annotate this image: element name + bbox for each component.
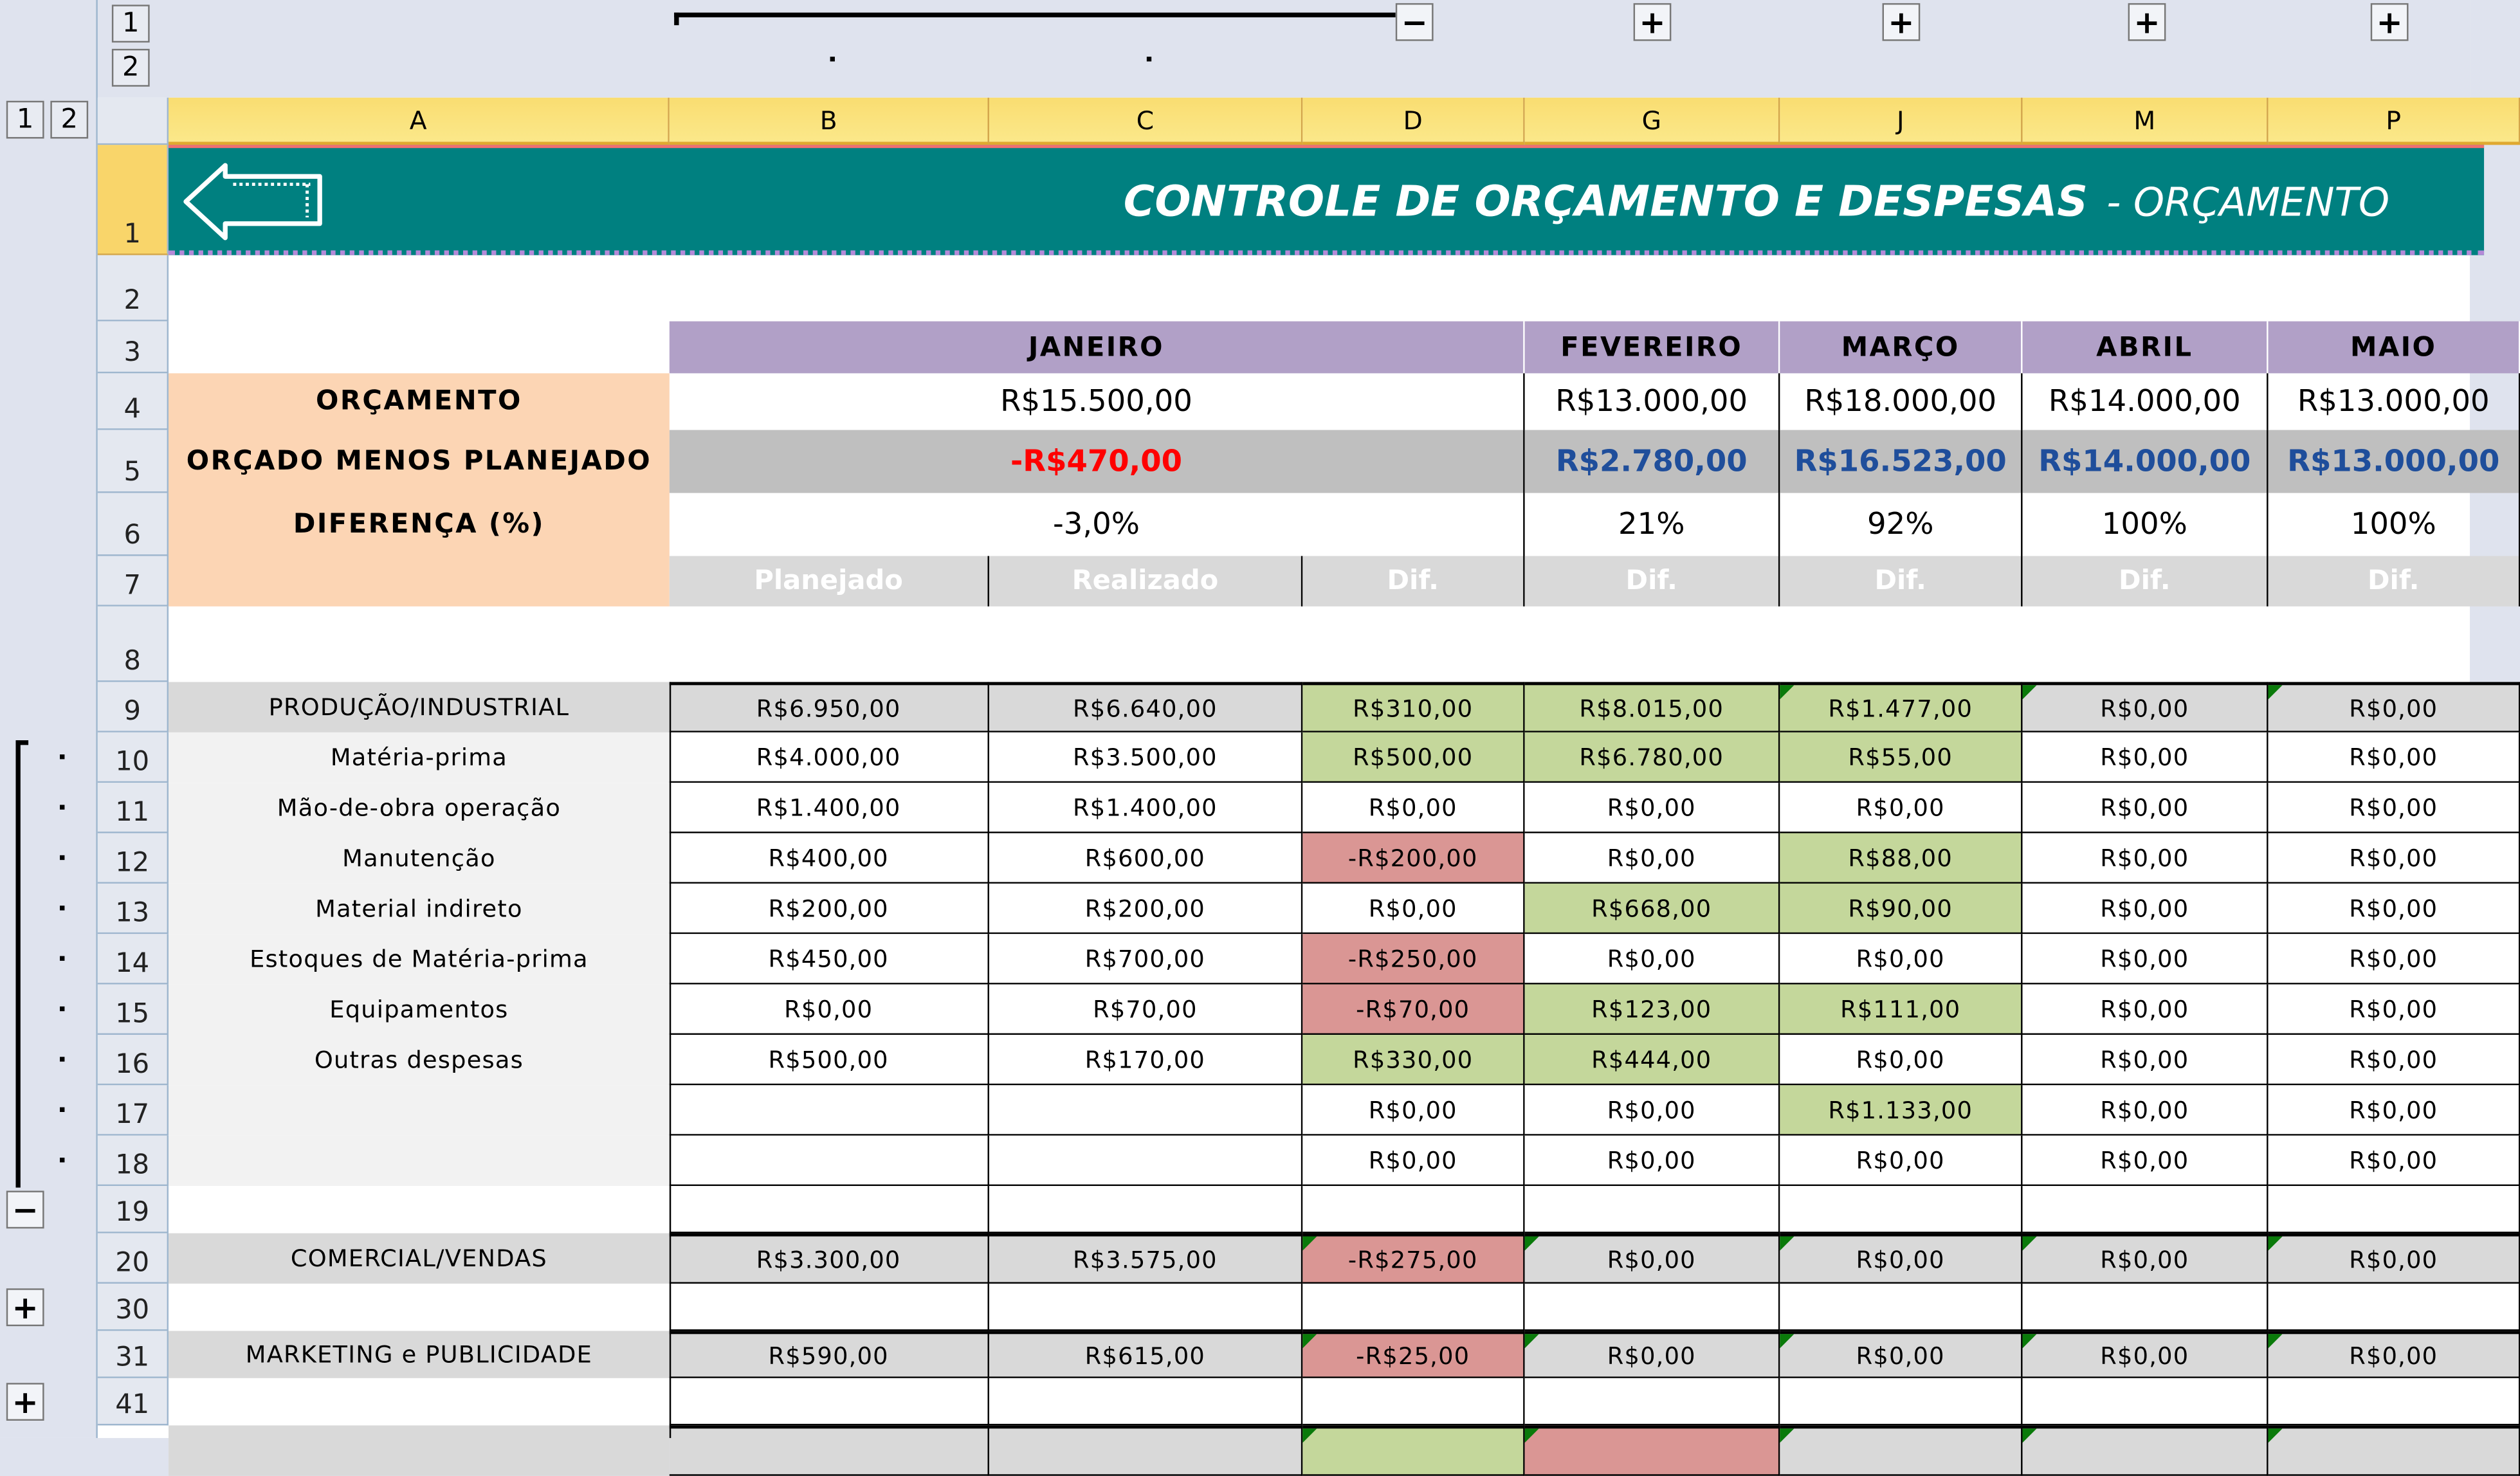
month-header: MAIO	[2269, 322, 2520, 374]
column-group-bracket	[674, 13, 1396, 26]
column-subheader: Dif.	[1302, 556, 1524, 606]
row-header-5[interactable]: 5	[98, 430, 169, 493]
month-header: MARÇO	[1780, 322, 2022, 374]
error-indicator-icon	[2269, 685, 2283, 699]
table-cell[interactable]	[2023, 1284, 2269, 1331]
table-cell[interactable]: R$1.133,00	[1780, 1085, 2022, 1135]
table-cell[interactable]	[670, 1085, 989, 1135]
table-cell[interactable]: R$3.500,00	[989, 733, 1302, 783]
left-arrow-icon	[181, 161, 323, 242]
row-label: Estoques de Matéria-prima	[169, 934, 670, 984]
table-cell[interactable]: R$0,00	[2269, 1035, 2520, 1085]
row-label	[169, 1425, 670, 1475]
table-cell[interactable]: R$6.780,00	[1525, 733, 1780, 783]
row-header-30[interactable]: 30	[98, 1284, 169, 1331]
row-header-13[interactable]: 13	[98, 884, 169, 934]
title-banner	[169, 145, 2484, 255]
table-cell[interactable]	[989, 1425, 1302, 1475]
table-cell[interactable]: R$170,00	[989, 1035, 1302, 1085]
outline-dot	[60, 754, 64, 759]
outline-row-level-2[interactable]: 2	[50, 101, 88, 139]
row-group-bracket	[15, 740, 28, 1188]
budget-value: R$14.000,00	[2023, 373, 2269, 430]
outline-dot	[60, 906, 64, 910]
table-cell[interactable]: R$400,00	[670, 834, 989, 884]
error-indicator-icon	[1302, 1428, 1317, 1443]
budget-minus-planned-value: R$16.523,00	[1780, 430, 2022, 493]
table-cell[interactable]: R$444,00	[1525, 1035, 1780, 1085]
table-cell[interactable]: -R$250,00	[1302, 934, 1524, 984]
table-cell[interactable]: R$0,00	[2269, 783, 2520, 833]
table-cell[interactable]: R$668,00	[1525, 884, 1780, 934]
error-indicator-icon	[2269, 1236, 2283, 1250]
table-cell[interactable]: R$200,00	[989, 884, 1302, 934]
table-cell[interactable]	[1780, 1378, 2022, 1425]
table-cell[interactable]: R$200,00	[670, 884, 989, 934]
table-cell[interactable]: R$3.575,00	[989, 1234, 1302, 1284]
table-cell[interactable]	[1780, 1425, 2022, 1475]
month-header: JANEIRO	[670, 322, 1525, 374]
table-cell[interactable]: R$600,00	[989, 834, 1302, 884]
row-label: Equipamentos	[169, 985, 670, 1035]
table-cell[interactable]: R$70,00	[989, 985, 1302, 1035]
error-indicator-icon	[2269, 1334, 2283, 1348]
collapse-rows-button[interactable]: −	[6, 1190, 44, 1228]
table-cell[interactable]: R$0,00	[1302, 1085, 1524, 1135]
table-cell[interactable]: R$0,00	[2023, 783, 2269, 833]
back-arrow-button[interactable]	[181, 161, 323, 242]
table-cell[interactable]	[2023, 1186, 2269, 1233]
row-header-4[interactable]: 4	[98, 373, 169, 430]
table-cell[interactable]: R$310,00	[1302, 682, 1524, 732]
table-cell[interactable]: R$0,00	[2023, 733, 2269, 783]
table-cell[interactable]: R$0,00	[2023, 1234, 2269, 1284]
row-header-8[interactable]: 8	[98, 606, 169, 682]
difference-pct-value: -3,0%	[670, 493, 1525, 556]
table-cell[interactable]: R$500,00	[1302, 733, 1524, 783]
table-cell[interactable]: R$500,00	[670, 1035, 989, 1085]
table-cell[interactable]: R$0,00	[1525, 1085, 1780, 1135]
error-indicator-icon	[1525, 1428, 1539, 1443]
table-cell[interactable]	[1525, 1378, 1780, 1425]
table-cell[interactable]	[1525, 1425, 1780, 1475]
table-cell[interactable]: -R$200,00	[1302, 834, 1524, 884]
column-subheader: Realizado	[989, 556, 1302, 606]
table-cell[interactable]	[2023, 1378, 2269, 1425]
expand-columns-button[interactable]: +	[1883, 3, 1921, 41]
error-indicator-icon	[1302, 1236, 1317, 1250]
table-cell[interactable]: R$700,00	[989, 934, 1302, 984]
table-cell[interactable]: R$330,00	[1302, 1035, 1524, 1085]
table-cell[interactable]: R$0,00	[2023, 1136, 2269, 1186]
table-cell[interactable]: R$0,00	[2023, 985, 2269, 1035]
error-indicator-icon	[1525, 1236, 1539, 1250]
table-cell[interactable]: R$0,00	[2269, 985, 2520, 1035]
table-cell[interactable]: R$0,00	[1780, 1136, 2022, 1186]
row-label: Matéria-prima	[169, 733, 670, 783]
expand-rows-button[interactable]: +	[6, 1288, 44, 1326]
table-cell[interactable]: R$0,00	[1780, 1331, 2022, 1378]
expand-columns-button[interactable]: +	[2128, 3, 2166, 41]
error-indicator-icon	[1780, 1334, 1794, 1348]
table-cell[interactable]: -R$275,00	[1302, 1234, 1524, 1284]
table-cell[interactable]: R$590,00	[670, 1331, 989, 1378]
table-cell[interactable]	[989, 1284, 1302, 1331]
row-header-7[interactable]: 7	[98, 556, 169, 606]
table-left-border	[670, 682, 671, 1438]
table-cell[interactable]: R$0,00	[2023, 934, 2269, 984]
column-subheader: Dif.	[1780, 556, 2022, 606]
column-header-D[interactable]: D	[1302, 98, 1524, 145]
table-cell[interactable]: R$111,00	[1780, 985, 2022, 1035]
column-header-G[interactable]: G	[1525, 98, 1780, 145]
difference-pct-value: 100%	[2269, 493, 2520, 556]
error-indicator-icon	[1302, 1334, 1317, 1348]
table-cell[interactable]: R$0,00	[2023, 1085, 2269, 1135]
outline-dot	[830, 57, 835, 61]
table-cell[interactable]	[2269, 1186, 2520, 1233]
table-cell[interactable]	[989, 1136, 1302, 1186]
collapse-columns-button[interactable]: −	[1396, 3, 1434, 41]
error-indicator-icon	[1780, 1236, 1794, 1250]
table-cell[interactable]: R$0,00	[1302, 783, 1524, 833]
summary-label: ORÇAMENTO	[316, 386, 522, 417]
table-cell[interactable]	[1302, 1284, 1524, 1331]
row-header-16[interactable]: 16	[98, 1035, 169, 1085]
table-cell[interactable]: R$88,00	[1780, 834, 2022, 884]
table-cell[interactable]: R$1.400,00	[670, 783, 989, 833]
error-indicator-icon	[1780, 685, 1794, 699]
row-label	[169, 1186, 670, 1233]
banner-title-wrap	[1050, 170, 2389, 233]
table-cell[interactable]: R$0,00	[2269, 1234, 2520, 1284]
table-cell[interactable]: R$0,00	[2269, 834, 2520, 884]
table-cell[interactable]: R$4.000,00	[670, 733, 989, 783]
table-cell[interactable]	[1302, 1378, 1524, 1425]
table-cell[interactable]: R$90,00	[1780, 884, 2022, 934]
table-cell[interactable]	[2269, 1378, 2520, 1425]
banner-subtitle: - ORÇAMENTO	[2106, 178, 2390, 224]
table-cell[interactable]: R$55,00	[1780, 733, 2022, 783]
table-cell[interactable]	[1302, 1186, 1524, 1233]
summary-label: DIFERENÇA (%)	[293, 509, 545, 541]
row-label: COMERCIAL/VENDAS	[169, 1234, 670, 1284]
select-all-corner[interactable]	[98, 98, 169, 145]
budget-minus-planned-value: R$13.000,00	[2269, 430, 2520, 493]
column-header-P[interactable]: P	[2269, 98, 2520, 145]
column-header-M[interactable]: M	[2023, 98, 2269, 145]
row-label: Manutenção	[169, 834, 670, 884]
row-header-9[interactable]: 9	[98, 682, 169, 732]
table-cell[interactable]	[1780, 1186, 2022, 1233]
row-label	[169, 1085, 670, 1135]
column-subheader: Planejado	[670, 556, 989, 606]
outline-dot	[60, 1057, 64, 1061]
table-cell[interactable]	[1780, 1284, 2022, 1331]
table-cell[interactable]: R$0,00	[2269, 934, 2520, 984]
table-cell[interactable]	[989, 1186, 1302, 1233]
table-cell[interactable]: R$0,00	[1525, 1234, 1780, 1284]
table-cell[interactable]: R$0,00	[2269, 884, 2520, 934]
outline-dot	[60, 1107, 64, 1112]
outline-col-level-1[interactable]: 1	[112, 5, 150, 42]
row-label: Material indireto	[169, 884, 670, 934]
row-label	[169, 1378, 670, 1425]
row-header-3[interactable]: 3	[98, 322, 169, 374]
table-cell[interactable]: R$450,00	[670, 934, 989, 984]
table-cell[interactable]	[670, 1186, 989, 1233]
column-subheader: Dif.	[2023, 556, 2269, 606]
row-header-20[interactable]: 20	[98, 1234, 169, 1284]
table-cell[interactable]	[989, 1378, 1302, 1425]
outline-row-level-1[interactable]: 1	[6, 101, 44, 139]
budget-minus-planned-value: R$2.780,00	[1525, 430, 1780, 493]
table-cell[interactable]	[989, 1085, 1302, 1135]
row-header-31[interactable]: 31	[98, 1331, 169, 1378]
table-cell[interactable]	[1302, 1425, 1524, 1475]
budget-value: R$18.000,00	[1780, 373, 2022, 430]
outline-dot	[60, 855, 64, 860]
row-header-6[interactable]: 6	[98, 493, 169, 556]
table-cell[interactable]	[2269, 1425, 2520, 1475]
table-cell[interactable]: R$0,00	[2269, 1331, 2520, 1378]
expand-columns-button[interactable]: +	[1634, 3, 1672, 41]
table-cell[interactable]: R$0,00	[2269, 1085, 2520, 1135]
error-indicator-icon	[2023, 1428, 2037, 1443]
table-cell[interactable]: R$0,00	[1525, 783, 1780, 833]
outline-dot	[60, 1158, 64, 1162]
outline-dot	[60, 1007, 64, 1011]
row-header-17[interactable]: 17	[98, 1085, 169, 1135]
difference-pct-value: 21%	[1525, 493, 1780, 556]
budget-minus-planned-value: -R$470,00	[670, 430, 1525, 493]
month-header: ABRIL	[2023, 322, 2269, 374]
budget-value: R$15.500,00	[670, 373, 1525, 430]
table-cell[interactable]: R$615,00	[989, 1331, 1302, 1378]
banner-title: CONTROLE DE ORÇAMENTO E DESPESAS	[1123, 177, 2088, 226]
table-cell[interactable]: R$0,00	[1525, 1331, 1780, 1378]
table-cell[interactable]: R$0,00	[2269, 1136, 2520, 1186]
row-header-41[interactable]: 41	[98, 1378, 169, 1425]
table-cell[interactable]: R$0,00	[1302, 1136, 1524, 1186]
table-cell[interactable]: -R$70,00	[1302, 985, 1524, 1035]
month-header: FEVEREIRO	[1525, 322, 1780, 374]
row-header-15[interactable]: 15	[98, 985, 169, 1035]
row-header-10[interactable]: 10	[98, 733, 169, 783]
table-cell[interactable]	[670, 1425, 989, 1475]
table-cell[interactable]	[670, 1378, 989, 1425]
summary-label: ORÇADO MENOS PLANEJADO	[186, 446, 652, 478]
column-header-C[interactable]: C	[989, 98, 1302, 145]
table-cell[interactable]: R$6.950,00	[670, 682, 989, 732]
table-cell[interactable]: R$0,00	[2023, 682, 2269, 732]
table-cell[interactable]: R$0,00	[1780, 1234, 2022, 1284]
table-cell[interactable]: R$1.400,00	[989, 783, 1302, 833]
error-indicator-icon	[1525, 1334, 1539, 1348]
table-cell[interactable]: R$0,00	[1780, 934, 2022, 984]
expand-columns-button[interactable]: +	[2371, 3, 2409, 41]
table-cell[interactable]: R$0,00	[2023, 884, 2269, 934]
row-header-1[interactable]: 1	[98, 145, 169, 255]
column-header-B[interactable]: B	[670, 98, 989, 145]
table-cell[interactable]: R$0,00	[1302, 884, 1524, 934]
table-cell[interactable]	[2269, 1284, 2520, 1331]
table-cell[interactable]: R$123,00	[1525, 985, 1780, 1035]
table-cell[interactable]: R$0,00	[1780, 783, 2022, 833]
difference-pct-value: 100%	[2023, 493, 2269, 556]
table-cell[interactable]: R$8.015,00	[1525, 682, 1780, 732]
row-header-19[interactable]: 19	[98, 1186, 169, 1233]
table-cell[interactable]: R$3.300,00	[670, 1234, 989, 1284]
error-indicator-icon	[2269, 1428, 2283, 1443]
table-cell[interactable]: R$0,00	[1525, 934, 1780, 984]
table-cell[interactable]: R$0,00	[1525, 1136, 1780, 1186]
column-subheader: Dif.	[1525, 556, 1780, 606]
outline-col-level-2[interactable]: 2	[112, 49, 150, 87]
outline-dot	[1147, 57, 1151, 61]
budget-value: R$13.000,00	[1525, 373, 1780, 430]
table-cell[interactable]: R$0,00	[670, 985, 989, 1035]
outline-dot	[60, 956, 64, 961]
table-cell[interactable]	[1525, 1186, 1780, 1233]
column-subheader: Dif.	[2269, 556, 2520, 606]
row-label: PRODUÇÃO/INDUSTRIAL	[169, 682, 670, 732]
table-cell[interactable]: R$0,00	[1525, 834, 1780, 884]
column-header-J[interactable]: J	[1780, 98, 2022, 145]
column-header-A[interactable]: A	[169, 98, 670, 145]
error-indicator-icon	[2023, 685, 2037, 699]
error-indicator-icon	[2023, 1236, 2037, 1250]
budget-minus-planned-value: R$14.000,00	[2023, 430, 2269, 493]
row-header-18[interactable]: 18	[98, 1136, 169, 1186]
table-cell[interactable]	[1525, 1284, 1780, 1331]
row-label: Mão-de-obra operação	[169, 783, 670, 833]
expand-rows-button[interactable]: +	[6, 1383, 44, 1421]
outline-dot	[60, 805, 64, 809]
row-header-14[interactable]: 14	[98, 934, 169, 984]
error-indicator-icon	[2023, 1334, 2037, 1348]
budget-value: R$13.000,00	[2269, 373, 2520, 430]
table-cell[interactable]: R$1.477,00	[1780, 682, 2022, 732]
error-indicator-icon	[1780, 1428, 1794, 1443]
row-header-11[interactable]: 11	[98, 783, 169, 833]
row-label: MARKETING e PUBLICIDADE	[169, 1331, 670, 1378]
row-label	[169, 1284, 670, 1331]
difference-pct-value: 92%	[1780, 493, 2022, 556]
table-cell[interactable]: R$6.640,00	[989, 682, 1302, 732]
row-label	[169, 1136, 670, 1186]
table-cell[interactable]: R$0,00	[2269, 733, 2520, 783]
table-cell[interactable]: -R$25,00	[1302, 1331, 1524, 1378]
table-cell[interactable]: R$0,00	[2023, 1035, 2269, 1085]
row-header-2[interactable]: 2	[98, 255, 169, 322]
table-cell[interactable]: R$0,00	[2023, 1331, 2269, 1378]
table-cell[interactable]	[2023, 1425, 2269, 1475]
table-cell[interactable]	[670, 1284, 989, 1331]
table-cell[interactable]: R$0,00	[2269, 682, 2520, 732]
table-cell[interactable]: R$0,00	[2023, 834, 2269, 884]
row-label: Outras despesas	[169, 1035, 670, 1085]
row-header-12[interactable]: 12	[98, 834, 169, 884]
table-cell[interactable]	[670, 1136, 989, 1186]
table-cell[interactable]: R$0,00	[1780, 1035, 2022, 1085]
